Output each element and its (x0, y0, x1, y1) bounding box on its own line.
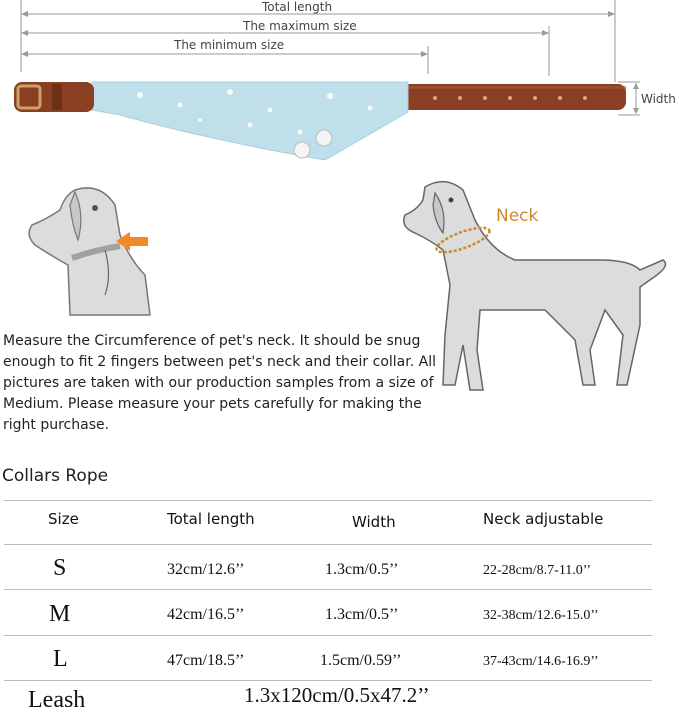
dog-head-measure-illustration (20, 180, 170, 325)
total-length-label: Total length (262, 0, 333, 14)
header-size: Size (48, 510, 79, 528)
measure-instructions: Measure the Circumference of pet's neck. It should be snug enough to fit 2 fingers between pet's neck and their collar. All pictures are taken with our production samples from a size of Medium. Please measure your pets carefully for making the right purchase. (3, 333, 436, 433)
cell-total-length: 32cm/12.6’’ (167, 561, 245, 578)
cell-width: 1.3cm/0.5’’ (325, 561, 399, 578)
table-divider (4, 680, 652, 681)
cell-size: L (53, 646, 68, 672)
neck-label: Neck (496, 206, 539, 226)
table-divider (4, 544, 652, 545)
table-divider (4, 635, 652, 636)
width-label: Width (641, 92, 676, 106)
min-size-label: The minimum size (174, 38, 285, 52)
header-width: Width (352, 513, 396, 531)
leash-label: Leash (28, 687, 86, 713)
cell-size: S (53, 555, 67, 581)
cell-total-length: 42cm/16.5’’ (167, 606, 245, 623)
cell-neck: 37-43cm/14.6-16.9’’ (483, 654, 599, 669)
table-title: Collars Rope (2, 466, 109, 486)
max-size-label: The maximum size (243, 19, 357, 33)
table-divider (4, 589, 652, 590)
cell-neck: 22-28cm/8.7-11.0’’ (483, 563, 592, 578)
cell-width: 1.5cm/0.59’’ (320, 652, 402, 669)
leash-value: 1.3x120cm/0.5x47.2’’ (244, 683, 430, 707)
collar-image (14, 82, 626, 160)
header-neck-adjustable: Neck adjustable (483, 510, 604, 528)
table-divider (4, 500, 652, 501)
cell-size: M (49, 601, 71, 627)
header-total-length: Total length (167, 510, 255, 528)
cell-neck: 32-38cm/12.6-15.0’’ (483, 608, 599, 623)
cell-total-length: 47cm/18.5’’ (167, 652, 245, 669)
cell-width: 1.3cm/0.5’’ (325, 606, 399, 623)
